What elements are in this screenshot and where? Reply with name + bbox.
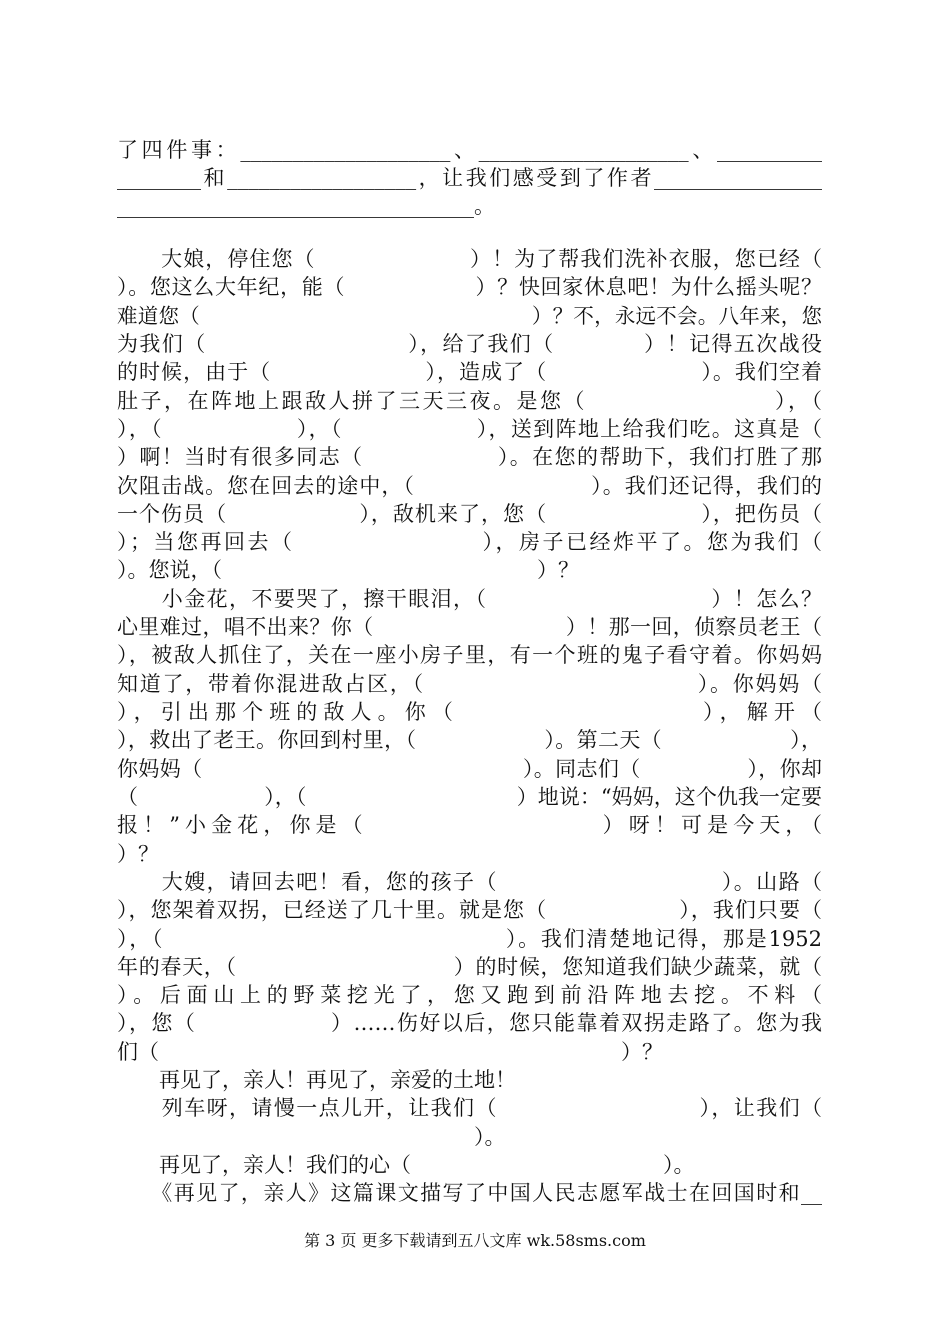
text-line-3: __________________________________。 <box>117 194 495 218</box>
text-line-27: ），您架着双拐，已经送了几十里。就是您（ ），我们只要（ <box>117 898 822 922</box>
text-line-37: 《再见了，亲人》这篇课文描写了中国人民志愿军战士在回国时和__ <box>117 1181 822 1205</box>
text-line-31: ），您（ ）……伤好以后，您只能靠着双拐走路了。您为我 <box>117 1011 822 1035</box>
page-footer: 第 3 页 更多下载请到五八文库 wk.58sms.com <box>304 1231 646 1250</box>
text-line-4: 大娘，停住您（ ）！为了帮我们洗补衣服，您已经（ <box>117 247 822 271</box>
text-line-34: 列车呀，请慢一点儿开，让我们（ ），让我们（ <box>117 1096 822 1120</box>
text-line-36: 再见了，亲人！我们的心（ ）。 <box>117 1153 695 1177</box>
text-line-12: 次阻击战。您在回去的途中，（ ）。我们还记得，我们的 <box>117 474 822 498</box>
text-line-32: 们（ ）？ <box>117 1040 663 1064</box>
text-line-33: 再见了，亲人！再见了，亲爱的土地！ <box>117 1068 516 1092</box>
text-line-25: ）？ <box>117 842 159 866</box>
text-line-19: 知道了，带着你混进敌占区，（ ）。你妈妈（ <box>117 672 822 696</box>
text-line-14: ）；当您再回去（ ），房子已经炸平了。您为我们（ <box>117 530 822 554</box>
text-line-17: 心里难过，唱不出来？你（ ）！那一回，侦察员老王（ <box>117 615 822 639</box>
text-line-7: 为我们（ ），给了我们（ ）！记得五次战役 <box>117 332 822 356</box>
text-line-9: 肚子，在阵地上跟敌人拼了三天三夜。是您（ ），（ <box>117 389 822 413</box>
text-line-6: 难道您（ ）？不，永远不会。八年来，您 <box>117 304 822 328</box>
text-line-29: 年的春天，（ ）的时候，您知道我们缺少蔬菜，就（ <box>117 955 822 979</box>
text-line-1: 了四件事：____________________、____________________、__________ <box>117 138 822 162</box>
text-line-21: ），救出了老王。你回到村里，（ ）。第二天（ ）， <box>117 728 822 752</box>
text-line-10: ），（ ），（ ），送到阵地上给我们吃。这真是（ <box>117 417 822 441</box>
text-line-5: ）。您这么大年纪，能（ ）？快回家休息吧！为什么摇头呢？ <box>117 275 822 299</box>
text-line-20: ），引出那个班的敌人。你（ ），解开（ <box>117 700 822 724</box>
text-line-24: 报！”小金花，你是（ ）呀！可是今天，（ <box>117 813 822 837</box>
text-line-16: 小金花，不要哭了，擦干眼泪，（ ）！怎么？ <box>117 587 822 611</box>
text-line-28: ），（ ）。我们清楚地记得，那是1952 <box>117 927 822 951</box>
text-line-30: ）。后面山上的野菜挖光了，您又跑到前沿阵地去挖。不料（ <box>117 983 822 1007</box>
text-line-13: 一个伤员（ ），敌机来了，您（ ），把伤员（ <box>117 502 822 526</box>
text-line-15: ）。您说，（ ）？ <box>117 558 579 582</box>
text-line-26: 大嫂，请回去吧！看，您的孩子（ ）。山路（ <box>117 870 822 894</box>
text-line-23: （ ），（ ）地说：“妈妈，这个仇我一定要 <box>117 785 822 809</box>
text-line-35: ）。 <box>117 1125 506 1149</box>
text-line-18: ），被敌人抓住了，关在一座小房子里，有一个班的鬼子看守着。你妈妈 <box>117 643 822 667</box>
text-line-2: ________和__________________，让我们感受到了作者________________ <box>117 166 822 190</box>
text-line-8: 的时候，由于（ ），造成了（ ）。我们空着 <box>117 360 822 384</box>
text-line-22: 你妈妈（ ）。同志们（ ），你却 <box>117 757 822 781</box>
text-line-11: ）啊！当时有很多同志（ ）。在您的帮助下，我们打胜了那 <box>117 445 822 469</box>
